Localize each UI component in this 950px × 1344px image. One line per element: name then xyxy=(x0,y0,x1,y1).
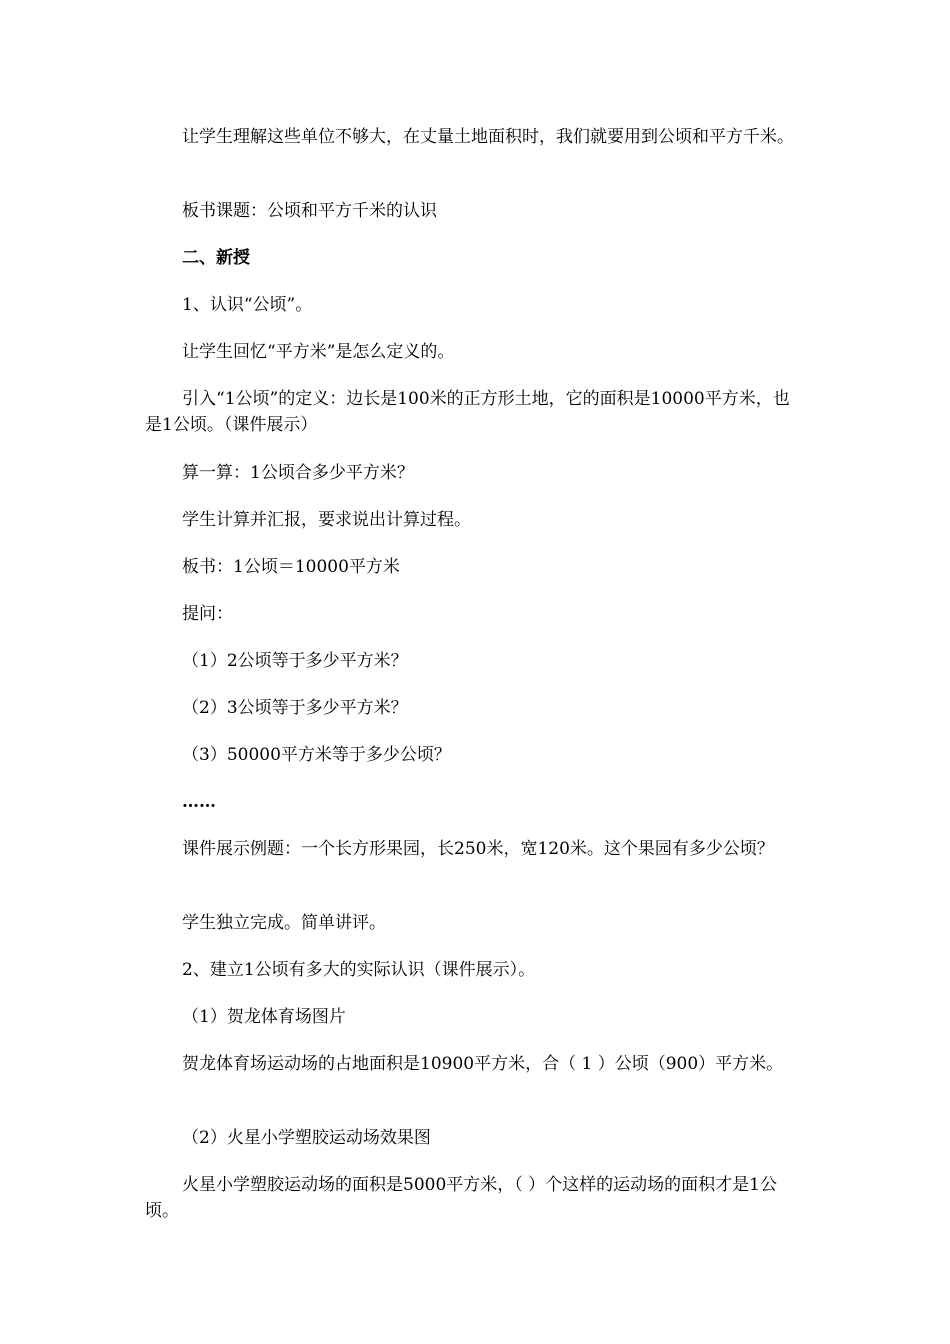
paragraph-mars-school-picture: （2）火星小学塑胶运动场效果图 xyxy=(182,1128,431,1148)
paragraph-board-equation: 板书：1公顷＝10000平方米 xyxy=(182,557,400,577)
paragraph-students-report: 学生计算并汇报，要求说出计算过程。 xyxy=(182,510,471,530)
paragraph-recall-square-meter: 让学生回忆“平方米”是怎么定义的。 xyxy=(182,342,455,362)
paragraph-ellipsis: …… xyxy=(182,792,216,812)
paragraph-calculate: 算一算：1公顷合多少平方米？ xyxy=(182,463,414,483)
paragraph-hectare-definition: 引入“1公顷”的定义：边长是100米的正方形土地，它的面积是10000平方米，也是1公顷。（课件展示） xyxy=(145,389,790,435)
section-heading-new-lesson: 二、新授 xyxy=(182,248,250,268)
question-item-2: （2）3公顷等于多少平方米？ xyxy=(182,698,408,718)
paragraph-helong-picture: （1）贺龙体育场图片 xyxy=(182,1007,346,1027)
question-item-1: （1）2公顷等于多少平方米？ xyxy=(182,651,408,671)
paragraph-board-title: 板书课题：公顷和平方千米的认识 xyxy=(182,201,437,221)
paragraph-example-orchard: 课件展示例题：一个长方形果园，长250米，宽120米。这个果园有多少公顷？ xyxy=(182,839,774,859)
paragraph-mars-school-area: 火星小学塑胶运动场的面积是5000平方米，（ ）个这样的运动场的面积才是1公顷。 xyxy=(145,1175,777,1221)
paragraph-know-hectare: 1、认识“公顷”。 xyxy=(182,295,313,315)
question-item-3: （3）50000平方米等于多少公顷？ xyxy=(182,745,451,765)
paragraph-independent-work: 学生独立完成。简单讲评。 xyxy=(182,913,386,933)
paragraph-helong-area: 贺龙体育场运动场的占地面积是10900平方米，合（ 1 ）公顷（900）平方米。 xyxy=(182,1054,784,1074)
paragraph-units-not-enough: 让学生理解这些单位不够大，在丈量土地面积时，我们就要用到公顷和平方千米。 xyxy=(182,127,794,147)
paragraph-build-understanding: 2、建立1公顷有多大的实际认识（课件展示）。 xyxy=(182,960,536,980)
paragraph-question: 提问： xyxy=(182,604,233,624)
